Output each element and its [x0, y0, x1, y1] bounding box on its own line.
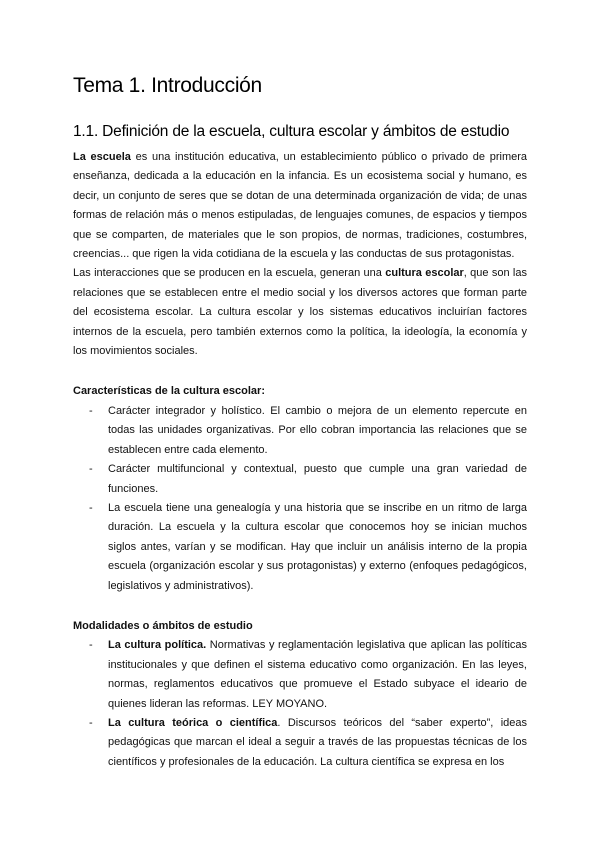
page-title: Tema 1. Introducción [73, 74, 262, 97]
list-item-text: Carácter multifuncional y contextual, puesto que cumple una gran variedad de funciones. [108, 463, 527, 495]
caracteristicas-heading: Características de la cultura escolar: [73, 385, 265, 398]
list-item [73, 460, 527, 499]
paragraph-escuela [73, 148, 527, 264]
paragraph-escuela-text: es una institución educativa, un establecimiento público o privado de primera enseñanza, dedicada a la educación en la infancia. Es un ecosistema social y humano, es decir, un conjunto de seres que se dotan de una determinada organización de vida; de unas formas de relación más o menos estipuladas, de lenguajes comunes, de espacios y tiempos que se comparten, de materiales que le son propios, de normas, tradiciones, costumbres, creencias... que rigen la vida cotidiana de la escuela y las conductas de sus protagonistas. [73, 151, 528, 261]
dash-bullet: - [89, 639, 93, 652]
modalidades-list [73, 636, 527, 772]
list-item [73, 636, 527, 714]
paragraph-interacciones-post: , que son las relaciones que se establecen entre el medio social y los diversos actores que forman parte del ecosistema escolar. La cultura escolar y los sistemas educativos incluirían factores internos de la escuela, pero también externos como la política, la ideología, la economía y los movimientos sociales. [73, 267, 527, 358]
list-item-text: Normativas y reglamentación legislativa que aplican las políticas institucionales y que definen el sistema educativo como organización. En las leyes, normas, reglamentos educativos que promueve el Estado subyace el ideario de quienes lideran las reformas. LEY MOYANO. [108, 639, 528, 710]
term-la-escuela: La escuela [73, 151, 131, 163]
list-item [73, 402, 527, 460]
list-item-text: . Discursos teóricos del “saber experto”, ideas pedagógicas que marcan el ideal a seguir a través de las propuestas técnicas de los científicos y profesionales de la educación. La cultura científica se expresa en los [108, 716, 527, 768]
paragraph-interacciones [73, 264, 527, 361]
list-item [73, 499, 527, 596]
dash-bullet: - [89, 404, 93, 417]
term-cultura-teorica: La cultura teórica o científica [108, 716, 278, 729]
dash-bullet: - [89, 501, 93, 514]
caracteristicas-list [73, 402, 527, 596]
section-heading: 1.1. Definición de la escuela, cultura escolar y ámbitos de estudio [73, 123, 510, 140]
list-item-text: Carácter integrador y holístico. El cambio o mejora de un elemento repercute en todas las unidades organizativas. Por ello cobran importancia las relaciones que se establecen entre cada elemento. [108, 404, 527, 456]
dash-bullet: - [89, 716, 93, 729]
modalidades-heading: Modalidades o ámbitos de estudio [73, 619, 253, 632]
dash-bullet: - [89, 463, 93, 476]
paragraph-interacciones-pre: Las interacciones que se producen en la escuela, generan una [73, 267, 386, 280]
list-item-text: La escuela tiene una genealogía y una historia que se inscribe en un ritmo de larga duración. La escuela y la cultura escolar que conocemos hoy se inician muchos siglos antes, varían y se modifican. Hay que incluir un análisis interno de la propia escuela (organización escolar y sus protagonistas) y externo (enfoques pedagógicos, legislativos y administrativos). [108, 501, 527, 592]
term-cultura-politica: La cultura política. [108, 639, 207, 652]
term-cultura-escolar: cultura escolar [385, 267, 464, 280]
list-item [73, 714, 527, 772]
